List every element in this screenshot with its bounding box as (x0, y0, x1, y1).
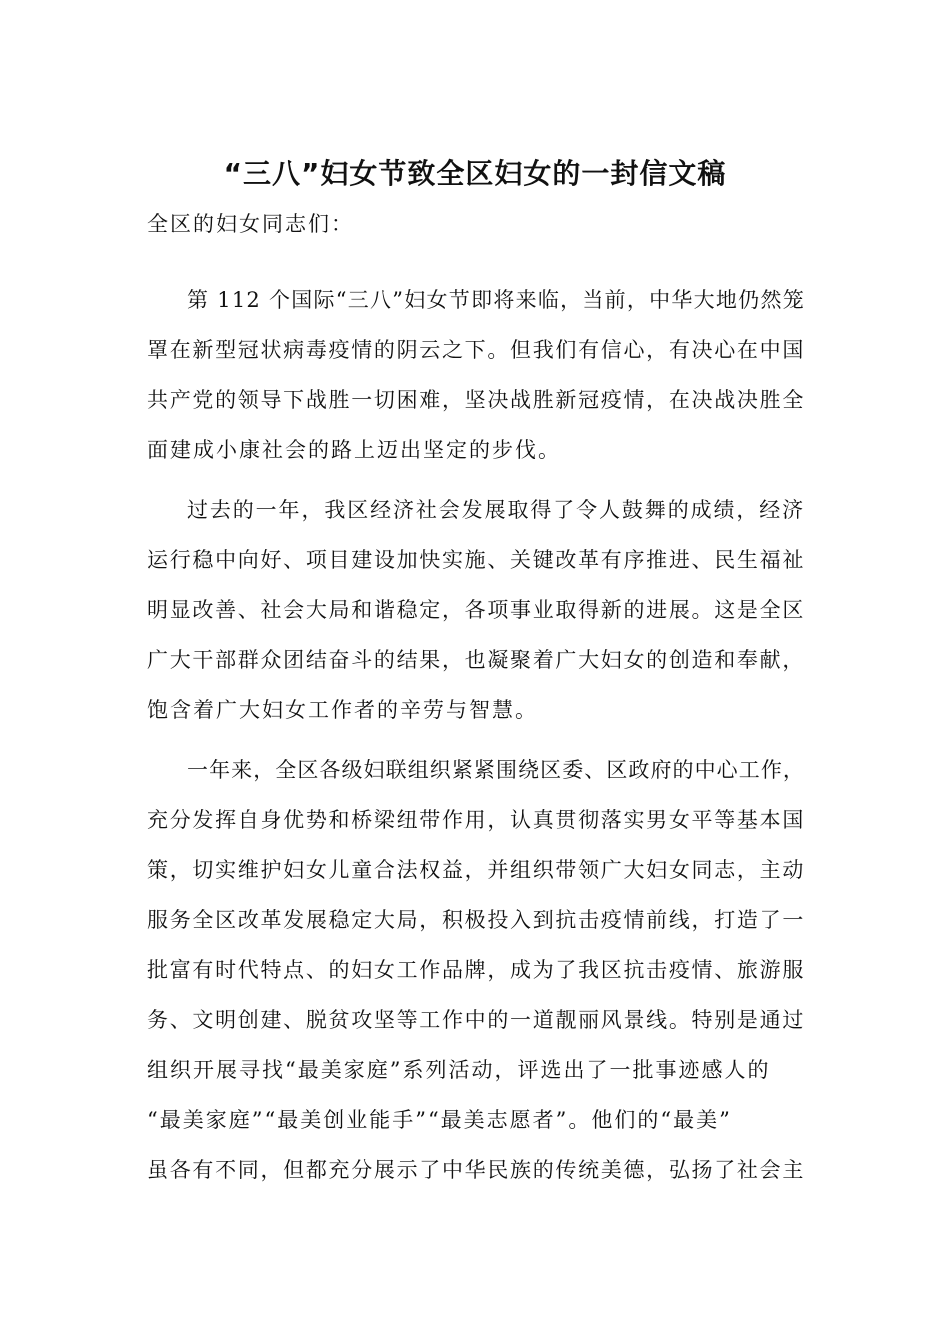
paragraph-line: 务、文明创建、脱贫攻坚等工作中的一道靓丽风景线。特别是通过 (147, 1008, 806, 1032)
paragraph-2 (147, 485, 805, 735)
salutation-block (147, 199, 805, 249)
paragraph-line: 虽各有不同，但都充分展示了中华民族的传统美德，弘扬了社会主 (147, 1158, 806, 1182)
paragraph-line: 共产党的领导下战胜一切困难，坚决战胜新冠疫情，在决战决胜全 (147, 388, 806, 412)
paragraph-line: 充分发挥自身优势和桥梁纽带作用，认真贯彻落实男女平等基本国 (147, 808, 806, 832)
paragraph-line: 服务全区改革发展稳定大局，积极投入到抗击疫情前线，打造了一 (147, 908, 806, 932)
paragraph-line: “最美家庭”“最美创业能手”“最美志愿者”。他们的“最美” (147, 1108, 732, 1132)
paragraph-line: 饱含着广大妇女工作者的辛劳与智慧。 (147, 698, 538, 722)
paragraph-line: 策，切实维护妇女儿童合法权益，并组织带领广大妇女同志，主动 (147, 858, 806, 882)
paragraph-line: 第 112 个国际“三八”妇女节即将来临，当前，中华大地仍然笼 (187, 288, 805, 312)
paragraph-line: 运行稳中向好、项目建设加快实施、关键改革有序推进、民生福祉 (147, 548, 806, 572)
paragraph-line: 组织开展寻找“最美家庭”系列活动，评选出了一批事迹感人的 (147, 1058, 771, 1082)
paragraph-1 (147, 275, 805, 475)
paragraph-line: 一年来，全区各级妇联组织紧紧围绕区委、区政府的中心工作， (187, 758, 805, 782)
paragraph-line: 过去的一年，我区经济社会发展取得了令人鼓舞的成绩，经济 (187, 498, 806, 522)
document-title: “三八”妇女节致全区妇女的一封信文稿 (223, 157, 727, 190)
salutation: 全区的妇女同志们： (147, 212, 354, 236)
paragraph-line: 罩在新型冠状病毒疫情的阴云之下。但我们有信心，有决心在中国 (147, 338, 806, 362)
paragraph-line: 明显改善、社会大局和谐稳定，各项事业取得新的进展。这是全区 (147, 598, 806, 622)
paragraph-line: 广大干部群众团结奋斗的结果，也凝聚着广大妇女的创造和奉献， (147, 648, 806, 672)
paragraph-line: 面建成小康社会的路上迈出坚定的步伐。 (147, 438, 561, 462)
paragraph-3 (147, 745, 805, 1195)
paragraph-line: 批富有时代特点、的妇女工作品牌，成为了我区抗击疫情、旅游服 (147, 958, 806, 982)
